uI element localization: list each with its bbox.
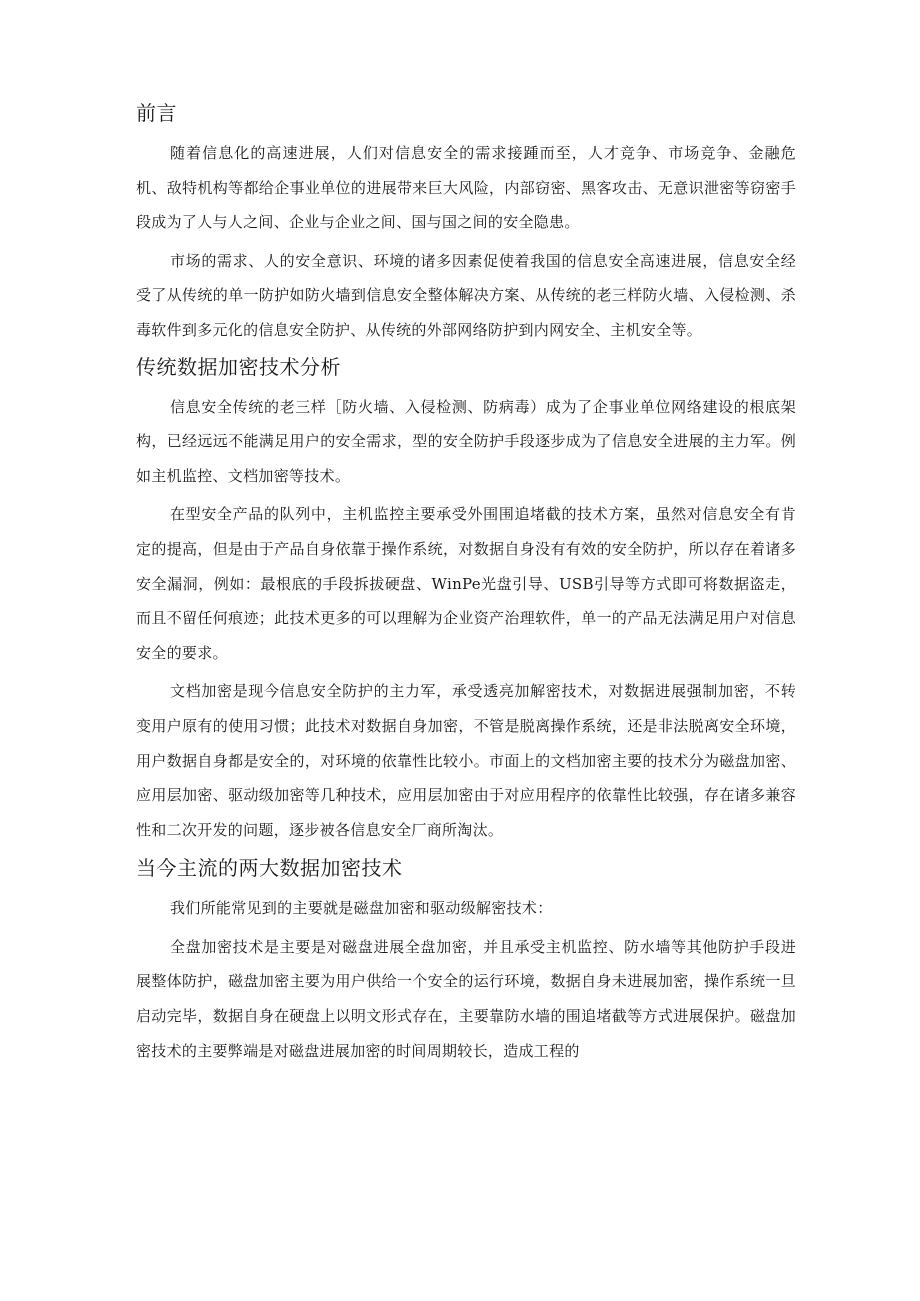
heading-preface: 前言	[136, 101, 177, 125]
paragraph: 我们所能常见到的主要就是磁盘加密和驱动级解密技术：	[170, 899, 553, 918]
paragraph: 文档加密是现今信息安全防护的主力军，承受透亮加解密技术，对数据进展强制加密，不转变用户原有的使用习惯；此技术对数据自身加密，不管是脱离操作系统，还是非法脱离安全环境，用户数据自身都是安全的，对环境的依靠性比较小。市面上的文档加密主要的技术分为磁盘加密、应用层加密、驱动级加密等几种技术，应用层加密由于对应用程序的依靠性比较强，存在诸多兼容性和二次开发的问题，逐步被各信息安全厂商所淘汰。	[136, 682, 796, 839]
paragraph: 在型安全产品的队列中，主机监控主要承受外围围追堵截的技术方案，虽然对信息安全有肯定的提高，但是由于产品自身依靠于操作系统，对数据自身没有有效的安全防护，所以存在着诸多安全漏洞，例如：最根底的手段拆拔硬盘、WinPe光盘引导、USB引导等方式即可将数据盗走，而且不留任何痕迹；此技术更多的可以理解为企业资产治理软件，单一的产品无法满足用户对信息安全的要求。	[136, 505, 796, 662]
paragraph: 全盘加密技术是主要是对磁盘进展全盘加密，并且承受主机监控、防水墙等其他防护手段进展整体防护，磁盘加密主要为用户供给一个安全的运行环境，数据自身未进展加密，操作系统一旦启动完毕，数据自身在硬盘上以明文形式存在，主要靠防水墙的围追堵截等方式进展保护。磁盘加密技术的主要弊端是对磁盘进展加密的时间周期较长，造成工程的	[136, 937, 796, 1060]
paragraph: 市场的需求、人的安全意识、环境的诸多因素促使着我国的信息安全高速进展，信息安全经受了从传统的单一防护如防火墙到信息安全整体解决方案、从传统的老三样防火墙、入侵检测、杀毒软件到多元化的信息安全防护、从传统的外部网络防护到内网安全、主机安全等。	[136, 251, 796, 339]
paragraph: 信息安全传统的老三样［防火墙、入侵检测、防病毒）成为了企事业单位网络建设的根底架构，已经远远不能满足用户的安全需求，型的安全防护手段逐步成为了信息安全进展的主力军。例如主机监控、文档加密等技术。	[136, 397, 796, 485]
paragraph: 随着信息化的高速进展，人们对信息安全的需求接踵而至，人才竞争、市场竞争、金融危机、敌特机构等都给企事业单位的进展带来巨大风险，内部窃密、黑客攻击、无意识泄密等窃密手段成为了人与人之间、企业与企业之间、国与国之间的安全隐患。	[136, 144, 796, 232]
document-page	[136, 96, 796, 1072]
heading-mainstream-encryption: 当今主流的两大数据加密技术	[136, 856, 403, 881]
heading-traditional-encryption: 传统数据加密技术分析	[136, 354, 341, 379]
